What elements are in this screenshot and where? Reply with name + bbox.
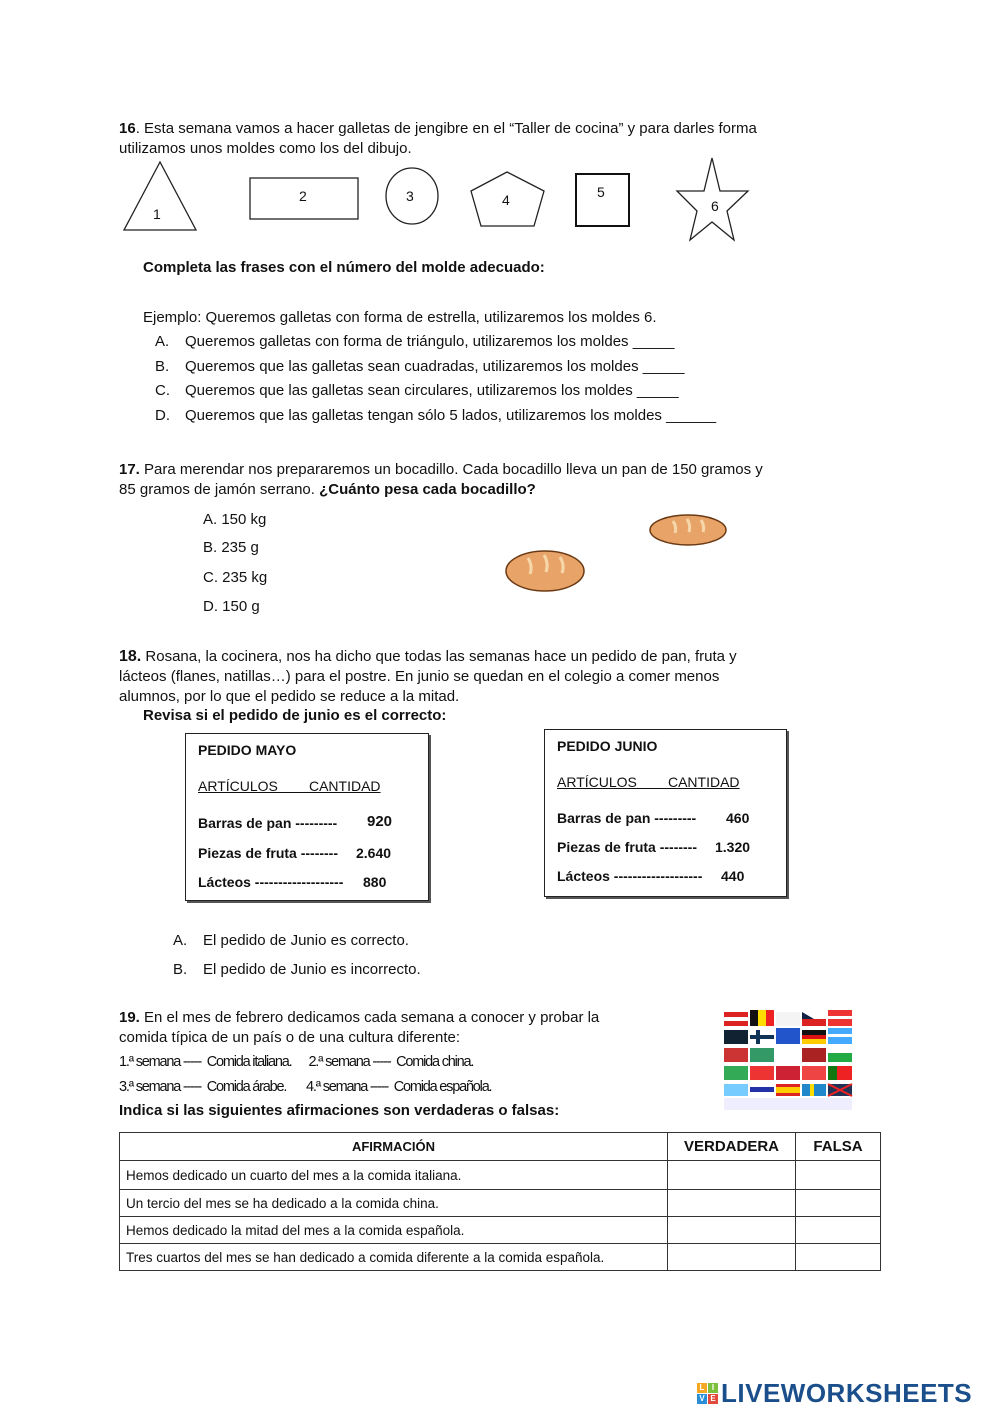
mold-label-6: 6 — [711, 198, 719, 214]
bread-image — [500, 545, 592, 597]
logo-letter: L — [697, 1383, 707, 1393]
mold-label-3: 3 — [406, 188, 414, 204]
order-row-label: Piezas de fruta -------- — [557, 839, 697, 855]
q17-option-b[interactable]: B. 235 g — [203, 539, 259, 556]
cookie-molds — [0, 150, 1000, 250]
q18-option-b[interactable]: El pedido de Junio es incorrecto. — [203, 961, 421, 978]
order-row-label: Lácteos ------------------- — [557, 868, 703, 884]
order-row-value: 460 — [726, 810, 750, 826]
table-row — [120, 1217, 881, 1244]
statement-cell: Tres cuartos del mes se han dedicado a comida diferente a la comida española. — [120, 1244, 668, 1271]
header-afirmacion: AFIRMACIÓN — [120, 1133, 668, 1161]
q17-number: 17. — [119, 461, 140, 478]
order-row-value: 440 — [721, 868, 745, 884]
mold-label-4: 4 — [502, 192, 510, 208]
order-row-label: Barras de pan --------- — [557, 810, 697, 826]
falsa-cell[interactable] — [796, 1217, 881, 1244]
q18-option-letter: A. — [173, 932, 188, 949]
order-row-value: 920 — [367, 813, 393, 830]
logo-letter: I — [708, 1383, 718, 1393]
order-june-box — [544, 729, 787, 897]
q16-line2: utilizamos unos moldes como los del dibujo. — [119, 140, 412, 157]
q17-line1 — [119, 460, 763, 480]
q17-option-d[interactable]: D. 150 g — [203, 598, 260, 615]
verdadera-cell[interactable] — [668, 1190, 796, 1217]
q18-text: Rosana, la cocinera, nos ha dicho que todas las semanas hace un pedido de pan, fruta y — [141, 648, 737, 665]
q19-text: En el mes de febrero dedicamos cada semana a conocer y probar la — [139, 1009, 600, 1026]
q16-item-letter: B. — [155, 358, 170, 375]
q19-instruction: Indica si las siguientes afirmaciones son verdaderas o falsas: — [119, 1102, 560, 1119]
header-falsa: FALSA — [796, 1133, 881, 1161]
q16-item-letter: D. — [155, 407, 170, 424]
header-verdadera: VERDADERA — [668, 1133, 796, 1161]
q17-option-c[interactable]: C. 235 kg — [203, 569, 268, 586]
q18-line2: lácteos (flanes, natillas…) para el postre. En junio se quedan en el colegio a comer menos — [119, 668, 720, 685]
order-title: PEDIDO MAYO — [198, 742, 297, 758]
q16-line1 — [119, 119, 757, 139]
verdadera-cell[interactable] — [668, 1161, 796, 1190]
q18-line1 — [119, 647, 737, 667]
logo-text: LIVEWORKSHEETS — [721, 1378, 973, 1408]
q17-text: Para merendar nos prepararemos un bocadillo. Cada bocadillo lleva un pan de 150 gramos y — [139, 461, 763, 478]
q16-item-b[interactable]: Queremos que las galletas sean cuadradas, utilizaremos los moldes _____ — [185, 358, 685, 375]
q16-instruction: Completa las frases con el número del molde adecuado: — [143, 259, 545, 276]
q16-item-c[interactable]: Queremos que las galletas sean circulares, utilizaremos los moldes _____ — [185, 382, 679, 399]
order-title: PEDIDO JUNIO — [557, 738, 658, 754]
q19-number: 19. — [119, 1009, 140, 1026]
order-may-box — [185, 733, 429, 901]
verdadera-cell[interactable] — [668, 1217, 796, 1244]
q16-example: Ejemplo: Queremos galletas con forma de estrella, utilizaremos los moldes 6. — [143, 309, 657, 326]
falsa-cell[interactable] — [796, 1244, 881, 1271]
falsa-cell[interactable] — [796, 1161, 881, 1190]
liveworksheets-logo — [697, 1378, 972, 1409]
order-header: ARTÍCULOS CANTIDAD — [198, 778, 381, 794]
q17-question: ¿Cuánto pesa cada bocadillo? — [319, 481, 536, 498]
q16-item-d[interactable]: Queremos que las galletas tengan sólo 5 lados, utilizaremos los moldes ______ — [185, 407, 717, 424]
logo-letter: E — [708, 1394, 718, 1404]
order-header: ARTÍCULOS CANTIDAD — [557, 774, 740, 790]
logo-letter: V — [697, 1394, 707, 1404]
q17-line2 — [119, 480, 536, 500]
q18-instruction: Revisa si el pedido de junio es el correcto: — [143, 707, 447, 724]
order-row-value: 1.320 — [715, 839, 751, 855]
order-row-value: 880 — [363, 874, 387, 890]
falsa-cell[interactable] — [796, 1190, 881, 1217]
mold-label-2: 2 — [299, 188, 307, 204]
table-row — [120, 1161, 881, 1190]
q19-line2: comida típica de un país o de una cultura diferente: — [119, 1029, 461, 1046]
q19-weeks-row1: 1.ª semana ----- Comida italiana. 2.ª semana ----- Comida china. — [119, 1054, 474, 1070]
order-row-label: Lácteos ------------------- — [198, 874, 344, 890]
logo-icon — [697, 1383, 718, 1404]
q16-item-letter: A. — [155, 333, 170, 350]
table-row — [120, 1190, 881, 1217]
q18-option-a[interactable]: El pedido de Junio es correcto. — [203, 932, 409, 949]
q17-text: 85 gramos de jamón serrano. — [119, 481, 320, 498]
order-row-label: Piezas de fruta -------- — [198, 845, 338, 861]
q16-number: 16 — [119, 120, 136, 137]
q16-item-a[interactable]: Queremos galletas con forma de triángulo, utilizaremos los moldes _____ — [185, 333, 675, 350]
verdadera-cell[interactable] — [668, 1244, 796, 1271]
q19-line1 — [119, 1008, 599, 1028]
mold-label-5: 5 — [597, 184, 605, 200]
table-row — [120, 1244, 881, 1271]
q18-option-letter: B. — [173, 961, 188, 978]
statement-cell: Hemos dedicado la mitad del mes a la comida española. — [120, 1217, 668, 1244]
bread-image — [645, 508, 735, 553]
q16-text: . Esta semana vamos a hacer galletas de jengibre en el “Taller de cocina” y para darles forma — [135, 120, 757, 137]
q18-number: 18. — [119, 648, 142, 665]
order-row-label: Barras de pan --------- — [198, 815, 338, 831]
statement-cell: Un tercio del mes se ha dedicado a la comida china. — [120, 1190, 668, 1217]
q17-option-a[interactable]: A. 150 kg — [203, 511, 267, 528]
order-row-value: 2.640 — [356, 845, 392, 861]
true-false-table — [119, 1132, 881, 1271]
q19-weeks-row2: 3.ª semana ----- Comida árabe. 4.ª semana ----- Comida española. — [119, 1079, 492, 1095]
table-header-row — [120, 1133, 881, 1161]
q18-line3: alumnos, por lo que el pedido se reduce a la mitad. — [119, 688, 460, 705]
statement-cell: Hemos dedicado un cuarto del mes a la comida italiana. — [120, 1161, 668, 1190]
q16-item-letter: C. — [155, 382, 170, 399]
flags-image — [722, 1008, 854, 1112]
mold-label-1: 1 — [153, 206, 161, 222]
